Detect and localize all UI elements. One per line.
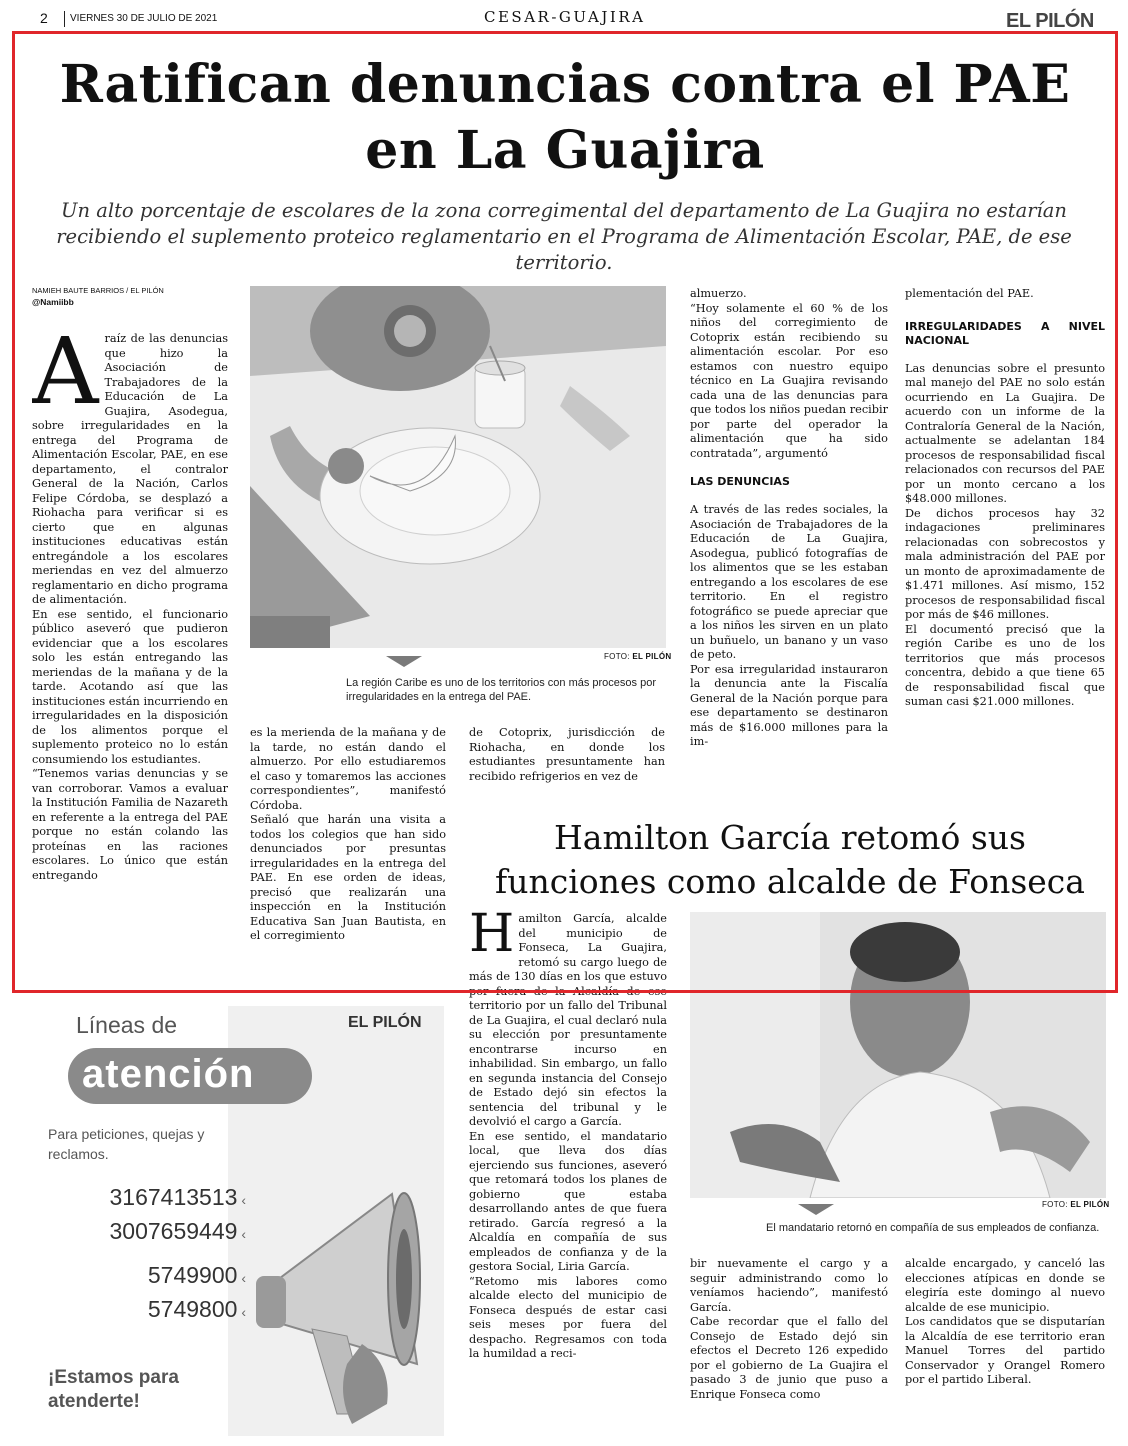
phone-number[interactable]: 5749800 ‹ xyxy=(147,1296,246,1322)
caret-down-icon xyxy=(386,656,422,668)
photo-caption: La región Caribe es uno de los territorios con más procesos por irregularidades en la entrega del PAE. xyxy=(346,677,656,703)
mayor-photo xyxy=(690,912,1106,1198)
ad-title-banner xyxy=(68,1048,312,1104)
paragraph: “Retomo mis labores como alcalde electo del municipio de Fonseca después de estar casi seis meses por fuera del despacho. Regresamos con toda la humildad a reci- xyxy=(469,1274,667,1360)
subheading: IRREGULARIDADES A NIVEL NACIONAL xyxy=(905,319,1105,347)
ad-subtitle: Para peticiones, quejas y reclamos. xyxy=(48,1126,205,1162)
caret-down-icon xyxy=(798,1204,834,1216)
paragraph: En ese sentido, el funcionario público aseveró que pudieron evidenciar que a los escolares solo les están entregando las meriendas de la mañana y de la tarde. Acotando así que las instituciones están incurriendo en irregularidades en la disposición de los alimentos porque el suplemento proteico no lo están consumiendo los estudiantes. xyxy=(32,607,228,766)
photo-credit xyxy=(1042,1200,1109,1209)
paragraph: almuerzo. xyxy=(690,287,747,300)
school-lunch-image xyxy=(250,286,666,648)
header-logo: EL PILÓN xyxy=(1006,10,1094,32)
chevron-left-icon: ‹ xyxy=(237,1304,246,1320)
ad-title-small: Líneas de xyxy=(76,1012,178,1038)
drop-cap: A xyxy=(32,332,99,425)
paragraph: “Tenemos varias denuncias y se van corroborar. Vamos a evaluar la Institución Familia de Nazareth en referente a la entrega del PAE porque no están colando las proteínas en las raciones escolares. Lo único que están entregando xyxy=(32,767,228,882)
phone-number[interactable]: 3167413513 ‹ xyxy=(109,1184,246,1210)
paragraph: Señaló que harán una visita a todos los colegios que han sido denunciados por presuntas irregularidades en la entrega del PAE. En ese orden de ideas, precisó que realizarán una inspección en la Institución Educativa San Juan Bautista, en el corregimiento xyxy=(250,813,446,942)
paragraph: es la merienda de la mañana y de la tarde, no están dando el almuerzo. Por ello estudiaremos el caso y tomaremos las acciones correspondientes”, manifestó Córdoba. xyxy=(250,726,446,812)
page-number: 2 xyxy=(40,10,48,26)
credit-label: FOTO: xyxy=(1042,1200,1068,1209)
paragraph: En ese sentido, el mandatario local, que lleva dos días ejerciendo sus funciones, aseveró que retomará todos los planes de gobierno que estaba desarrollando antes de que fuera retirado. García regresó a la Alcaldía en compañía de sus empleados de confianza y de la gestora Social, Liria García. xyxy=(469,1129,667,1273)
headline: Ratifican denuncias contra el PAE en La Guajira xyxy=(59,54,1071,181)
author-handle: @Namiibb xyxy=(32,297,74,307)
ad-logo: EL PILÓN xyxy=(348,1014,422,1031)
paragraph: bir nuevamente el cargo y a seguir administrando como lo veníamos haciendo”, manifestó García. xyxy=(690,1257,888,1314)
paragraph: amilton García, alcalde del municipio de Fonseca, La Guajira, retomó su cargo luego de más de 130 días en los que estuvo por fuera de la Alcaldía de ese territorio por un fallo del Tribunal de La Guajira, el cual declaró nula su elección por presuntamente encontrarse incurso en inhabilidad. Sin embargo, un fallo en segunda instancia del Consejo de Estado dejó sin efectos la sentencia del tribunal y le devolvió el cargo a García. xyxy=(469,912,667,1128)
megaphone-icon xyxy=(242,1164,442,1424)
phone-number[interactable]: 3007659449 ‹ xyxy=(109,1218,246,1244)
chevron-left-icon: ‹ xyxy=(237,1270,246,1286)
paragraph: Cabe recordar que el fallo del Consejo de Estado dejó sin efectos el Decreto 126 expedido por el gobierno de La Guajira el pasado 3 de junio que puso a Enrique Fonseca como xyxy=(690,1315,888,1401)
credit-source: EL PILÓN xyxy=(1070,1200,1110,1209)
article2-column-1 xyxy=(469,912,667,1438)
paragraph: de Cotoprix, jurisdicción de Riohacha, en donde los estudiantes presuntamente han recibido refrigerios en vez de xyxy=(469,726,665,783)
article1-column-5 xyxy=(905,287,1105,797)
article1-column-2 xyxy=(250,726,446,968)
chevron-left-icon: ‹ xyxy=(237,1192,246,1208)
paragraph: A través de las redes sociales, la Asociación de Trabajadores de la Educación de La Guajira, Asodegua, publicó fotografías de los alimentos que se les estaban entregando a los escolares de ese territorio. En el registro fotográfico se puede apreciar que a los niños les sirven en un plato un buñuelo, un banano y un vaso de peto. xyxy=(690,503,888,661)
credit-source: EL PILÓN xyxy=(632,652,672,661)
photo-credit xyxy=(604,652,671,661)
section-name: CESAR-GUAJIRA xyxy=(484,8,646,26)
paragraph: raíz de las denuncias que hizo la Asociación de Trabajadores de la Educación de La Guajira, Asodegua, sobre irregularidades en la entrega del Programa de Alimentación Escolar, PAE, en ese departamento, el contralor General de la Nación, Carlos Felipe Córdoba, se desplazó a Riohacha para verificar si es cierto que en algunas instituciones educativas están entregándole a los escolares meriendas en vez del almuerzo reglamentario en dicho programa de alimentación. xyxy=(32,332,228,606)
school-lunch-photo xyxy=(250,286,666,648)
photo-caption: El mandatario retornó en compañía de sus empleados de confianza. xyxy=(766,1222,1100,1234)
deck: Un alto porcentaje de escolares de la zona corregimental del departamento de La Guajira no estarían recibiendo el suplemento proteico reglamentario en el Programa de Alimentación Escolar, PAE, de ese territorio. xyxy=(56,199,1072,274)
paragraph: plementación del PAE. xyxy=(905,287,1034,300)
article1-column-1 xyxy=(32,332,228,966)
page-header xyxy=(0,8,1128,32)
phone-list xyxy=(56,1182,246,1328)
paragraph: “Hoy solamente el 60 % de los niños del corregimiento de Cotoprix están recibiendo su alimentación escolar. Por eso estamos con nuestro equipo técnico en La Guajira revisando cada una de las denuncias para que todos los niños puedan recibir por parte del operador la alimentación que ha sido contratada”, argumentó xyxy=(690,301,888,460)
article2-column-3 xyxy=(905,1257,1105,1437)
paragraph: Las denuncias sobre el presunto mal manejo del PAE no solo están ocurriendo en La Guajira. De acuerdo con un informe de la Contraloría General de la Nación, actualmente se adelantan 184 procesos de responsabilidad fiscal relacionados con recursos del PAE por un monto cercano a los $48.000 millones. xyxy=(905,361,1105,505)
issue-date: VIERNES 30 DE JULIO DE 2021 xyxy=(70,13,218,24)
paragraph: Por esa irregularidad instauraron la denuncia ante la Fiscalía General de la Nación porque para ese departamento se destinaron más de $16.000 millones para la im- xyxy=(690,662,888,748)
paragraph: El documentó precisó que la región Caribe es uno de los territorios que más procesos concentra, debido a que tiene 65 de responsabilidad fiscal que suman casi $21.000 millones. xyxy=(905,622,1105,708)
paragraph: Los candidatos que se disputarían la Alcaldía de ese territorio eran Manuel Torres del partido Conservador y Orangel Romero por el partido Liberal. xyxy=(905,1315,1105,1386)
phone-number[interactable]: 5749900 ‹ xyxy=(147,1262,246,1288)
article1-column-3 xyxy=(469,726,665,796)
credit-label: FOTO: xyxy=(604,652,630,661)
header-divider xyxy=(64,11,65,27)
byline: NAMIEH BAUTE BARRIOS / EL PILÓN xyxy=(32,286,164,295)
drop-cap: H xyxy=(469,912,515,964)
ad-tagline: ¡Estamos para atenderte! xyxy=(48,1367,179,1412)
chevron-left-icon: ‹ xyxy=(237,1226,246,1242)
paragraph: De dichos procesos hay 32 indagaciones preliminares relacionadas con sobrecostos y mala administración del PAE por un monto de aproximadamente de $1.471 millones. Así mismo, 152 procesos de responsabilidad fiscal por más de $46 millones. xyxy=(905,506,1105,621)
headline-2: Hamilton García retomó sus funciones como alcalde de Fonseca xyxy=(495,818,1085,901)
hotline-ad xyxy=(32,1006,444,1436)
article2-column-2 xyxy=(690,1257,888,1437)
subheading: LAS DENUNCIAS xyxy=(690,475,790,488)
article1-column-4 xyxy=(690,287,888,797)
mayor-image xyxy=(690,912,1106,1198)
paragraph: alcalde encargado, y canceló las elecciones atípicas en donde se elegiría este domingo al nuevo alcalde de ese municipio. xyxy=(905,1257,1105,1314)
ad-title-big: atención xyxy=(82,1052,255,1096)
